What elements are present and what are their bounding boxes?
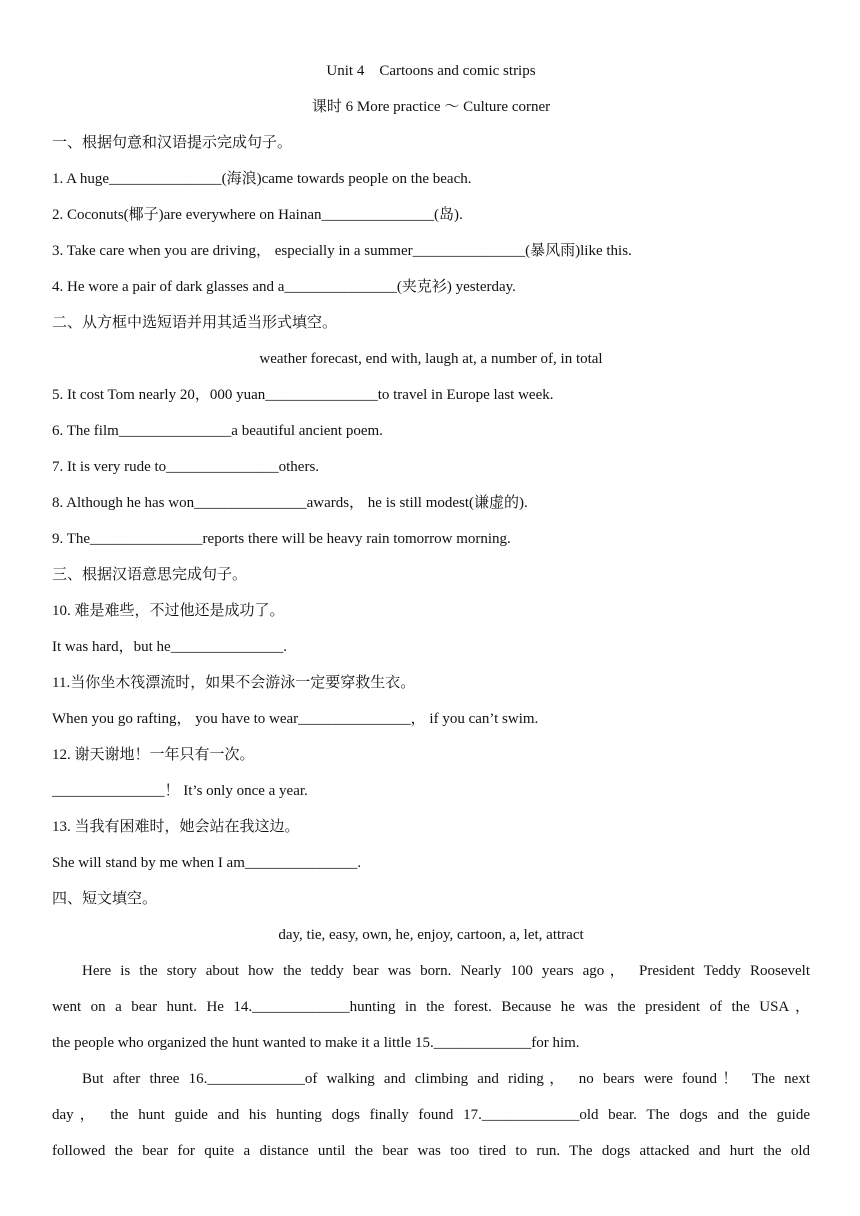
question-5: 5. It cost Tom nearly 20，000 yuan_______________to travel in Europe last week. [52, 387, 554, 403]
section-heading-1: 一、根据句意和汉语提示完成句子。 [52, 135, 293, 151]
question-11-prompt: 11.当你坐木筏漂流时，如果不会游泳一定要穿救生衣。 [52, 675, 416, 691]
question-12-answer: _______________！ It’s only once a year. [52, 783, 308, 799]
question-2: 2. Coconuts(椰子)are everywhere on Hainan_______________(岛). [52, 207, 463, 223]
question-13-answer: She will stand by me when I am_______________. [52, 855, 362, 871]
question-4: 4. He wore a pair of dark glasses and a_______________(夹克衫) yesterday. [52, 279, 516, 295]
phrase-box: weather forecast, end with, laugh at, a number of, in total [259, 351, 603, 367]
question-10-answer: It was hard，but he_______________. [52, 639, 287, 655]
question-11-answer: When you go rafting， you have to wear_______________， if you can’t swim. [52, 711, 539, 727]
section-heading-3: 三、根据汉语意思完成句子。 [52, 567, 248, 583]
question-7: 7. It is very rude to_______________others. [52, 459, 320, 475]
question-8: 8. Although he has won_______________awards， he is still modest(谦虚的). [52, 495, 528, 511]
word-box: day, tie, easy, own, he, enjoy, cartoon, a, let, attract [278, 927, 584, 943]
question-12-prompt: 12. 谢天谢地！一年只有一次。 [52, 747, 255, 763]
passage-line-4: But after three 16._____________of walking and climbing and riding， no bears were found！ The next [82, 1071, 810, 1087]
passage-line-6: followed the bear for quite a distance until the bear was too tired to run. The dogs attacked and hurt the old [52, 1143, 810, 1159]
passage-line-3: the people who organized the hunt wanted to make it a little 15._____________for him. [52, 1035, 580, 1051]
question-10-prompt: 10. 难是难些，不过他还是成功了。 [52, 603, 285, 619]
question-1: 1. A huge_______________(海浪)came towards people on the beach. [52, 171, 472, 187]
section-heading-4: 四、短文填空。 [52, 891, 158, 907]
lesson-subtitle: 课时 6 More practice ～ Culture corner [311, 99, 551, 115]
question-6: 6. The film_______________a beautiful ancient poem. [52, 423, 383, 439]
passage-line-1: Here is the story about how the teddy bear was born. Nearly 100 years ago， President Teddy Roosevelt [82, 963, 810, 979]
question-13-prompt: 13. 当我有困难时，她会站在我这边。 [52, 819, 300, 835]
passage-line-2: went on a bear hunt. He 14._____________hunting in the forest. Because he was the president of the USA， [52, 999, 810, 1015]
section-heading-2: 二、从方框中选短语并用其适当形式填空。 [52, 315, 338, 331]
unit-title: Unit 4 Cartoons and comic strips [326, 63, 536, 79]
passage-line-5: day， the hunt guide and his hunting dogs finally found 17._____________old bear. The dogs and the guide [52, 1107, 810, 1123]
question-9: 9. The_______________reports there will be heavy rain tomorrow morning. [52, 531, 511, 547]
question-3: 3. Take care when you are driving， especially in a summer_______________(暴风雨)like this. [52, 243, 632, 259]
